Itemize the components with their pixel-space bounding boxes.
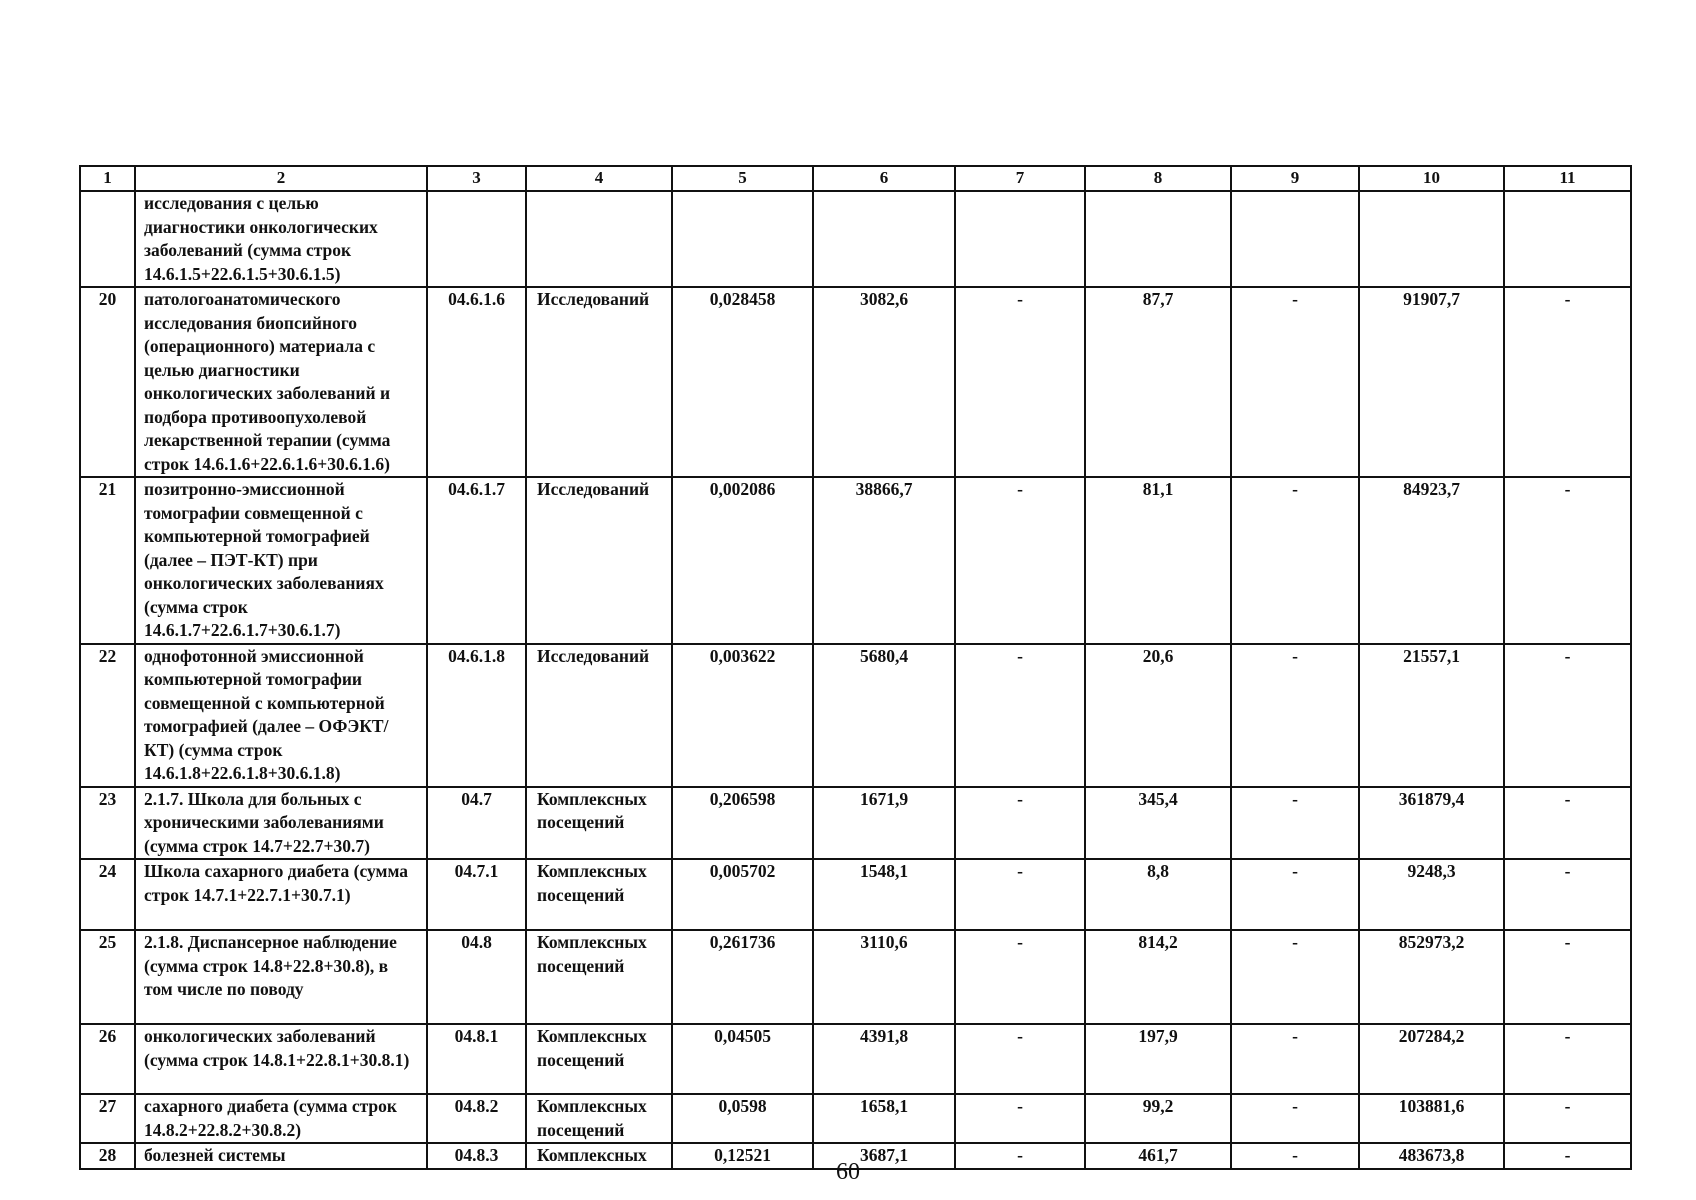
row-number [80,191,135,287]
row-col5: 0,005702 [672,859,813,930]
row-col5: 0,0598 [672,1094,813,1143]
row-col8: 81,1 [1085,477,1231,644]
row-col6: 1658,1 [813,1094,955,1143]
row-col6: 3110,6 [813,930,955,1024]
row-col10: 361879,4 [1359,787,1504,860]
row-unit: Комплексных посещений [526,859,672,930]
row-col6: 38866,7 [813,477,955,644]
row-col5: 0,261736 [672,930,813,1024]
row-code: 04.6.1.8 [427,644,526,787]
row-description: болезней системы [135,1143,427,1169]
row-col11: - [1504,787,1631,860]
row-col10: 483673,8 [1359,1143,1504,1169]
row-unit: Комплексных посещений [526,930,672,1024]
row-code: 04.7 [427,787,526,860]
row-col9: - [1231,477,1359,644]
row-unit: Комплексных посещений [526,1094,672,1143]
row-description: исследования с целью диагностики онкологических заболеваний (сумма строк 14.6.1.5+22.6.1.5+30.6.1.5) [135,191,427,287]
row-col6 [813,191,955,287]
row-col5: 0,206598 [672,787,813,860]
row-col9: - [1231,859,1359,930]
row-code: 04.8.2 [427,1094,526,1143]
row-col8: 461,7 [1085,1143,1231,1169]
row-number: 20 [80,287,135,477]
row-description: Школа сахарного диабета (сумма строк 14.7.1+22.7.1+30.7.1) [135,859,427,930]
table-row [80,191,1631,287]
row-description: 2.1.7. Школа для больных с хроническими заболеваниями (сумма строк 14.7+22.7+30.7) [135,787,427,860]
row-col11: - [1504,477,1631,644]
row-col9 [1231,191,1359,287]
row-col7: - [955,1143,1085,1169]
row-col6: 4391,8 [813,1024,955,1094]
row-col5 [672,191,813,287]
row-col7: - [955,287,1085,477]
table-row [80,287,1631,477]
row-col9: - [1231,287,1359,477]
row-col11: - [1504,287,1631,477]
table-row [80,787,1631,860]
row-col8 [1085,191,1231,287]
row-code: 04.6.1.6 [427,287,526,477]
row-col8: 20,6 [1085,644,1231,787]
row-col10: 21557,1 [1359,644,1504,787]
table-row [80,1024,1631,1094]
row-col11: - [1504,644,1631,787]
row-col10: 84923,7 [1359,477,1504,644]
row-col5: 0,04505 [672,1024,813,1094]
row-col7: - [955,859,1085,930]
row-description: 2.1.8. Диспансерное наблюдение (сумма строк 14.8+22.8+30.8), в том числе по поводу [135,930,427,1024]
row-col7: - [955,787,1085,860]
row-col7: - [955,644,1085,787]
data-table [79,165,1632,1170]
row-col10 [1359,191,1504,287]
row-col6: 5680,4 [813,644,955,787]
row-unit: Исследований [526,287,672,477]
row-col7: - [955,930,1085,1024]
row-col9: - [1231,930,1359,1024]
row-number: 24 [80,859,135,930]
row-col8: 197,9 [1085,1024,1231,1094]
row-col9: - [1231,644,1359,787]
row-unit: Исследований [526,644,672,787]
header-cell: 9 [1231,166,1359,191]
header-cell: 10 [1359,166,1504,191]
row-col5: 0,12521 [672,1143,813,1169]
table-row [80,930,1631,1024]
row-col11 [1504,191,1631,287]
row-number: 21 [80,477,135,644]
row-col10: 852973,2 [1359,930,1504,1024]
row-col8: 87,7 [1085,287,1231,477]
row-code: 04.8.1 [427,1024,526,1094]
row-col8: 8,8 [1085,859,1231,930]
row-col9: - [1231,787,1359,860]
row-code: 04.7.1 [427,859,526,930]
row-col6: 3687,1 [813,1143,955,1169]
row-col8: 814,2 [1085,930,1231,1024]
row-col5: 0,003622 [672,644,813,787]
header-row [80,166,1631,191]
row-unit: Комплексных [526,1143,672,1169]
row-col10: 207284,2 [1359,1024,1504,1094]
header-cell: 4 [526,166,672,191]
header-cell: 5 [672,166,813,191]
row-number: 23 [80,787,135,860]
row-description: сахарного диабета (сумма строк 14.8.2+22.8.2+30.8.2) [135,1094,427,1143]
header-cell: 8 [1085,166,1231,191]
header-cell: 6 [813,166,955,191]
row-number: 22 [80,644,135,787]
row-code: 04.6.1.7 [427,477,526,644]
table-row [80,1094,1631,1143]
row-unit: Комплексных посещений [526,1024,672,1094]
row-col9: - [1231,1024,1359,1094]
row-description: онкологических заболеваний (сумма строк 14.8.1+22.8.1+30.8.1) [135,1024,427,1094]
header-cell: 3 [427,166,526,191]
row-col8: 345,4 [1085,787,1231,860]
row-col11: - [1504,1094,1631,1143]
page-number: 60 [836,1159,860,1185]
row-number: 25 [80,930,135,1024]
row-code: 04.8 [427,930,526,1024]
header-cell: 2 [135,166,427,191]
table-row [80,644,1631,787]
row-col11: - [1504,1143,1631,1169]
row-col6: 3082,6 [813,287,955,477]
row-unit: Исследований [526,477,672,644]
header-cell: 11 [1504,166,1631,191]
row-number: 28 [80,1143,135,1169]
row-code: 04.8.3 [427,1143,526,1169]
row-col6: 1548,1 [813,859,955,930]
row-description: однофотонной эмиссионной компьютерной томографии совмещенной с компьютерной томографией (далее – ОФЭКТ/КТ) (сумма строк 14.6.1.8+22.6.1.8+30.6.1.8) [135,644,427,787]
row-unit: Комплексных посещений [526,787,672,860]
row-col10: 9248,3 [1359,859,1504,930]
row-col5: 0,028458 [672,287,813,477]
row-col11: - [1504,930,1631,1024]
row-code [427,191,526,287]
row-col7: - [955,477,1085,644]
row-unit [526,191,672,287]
table-row [80,859,1631,930]
row-col7: - [955,1024,1085,1094]
row-col9: - [1231,1143,1359,1169]
row-col9: - [1231,1094,1359,1143]
row-col11: - [1504,1024,1631,1094]
header-cell: 1 [80,166,135,191]
table-row [80,477,1631,644]
row-col7: - [955,1094,1085,1143]
row-col5: 0,002086 [672,477,813,644]
row-description: патологоанатомического исследования биопсийного (операционного) материала с целью диагностики онкологических заболеваний и подбора противоопухолевой лекарственной терапии (сумма строк 14.6.1.6+22.6.1.6+30.6.1.6) [135,287,427,477]
row-col6: 1671,9 [813,787,955,860]
row-col10: 91907,7 [1359,287,1504,477]
row-number: 27 [80,1094,135,1143]
row-col11: - [1504,859,1631,930]
row-col10: 103881,6 [1359,1094,1504,1143]
row-description: позитронно-эмиссионной томографии совмещенной с компьютерной томографией (далее – ПЭТ-КТ) при онкологических заболеваниях (сумма строк 14.6.1.7+22.6.1.7+30.6.1.7) [135,477,427,644]
row-number: 26 [80,1024,135,1094]
row-col8: 99,2 [1085,1094,1231,1143]
header-cell: 7 [955,166,1085,191]
row-col7 [955,191,1085,287]
